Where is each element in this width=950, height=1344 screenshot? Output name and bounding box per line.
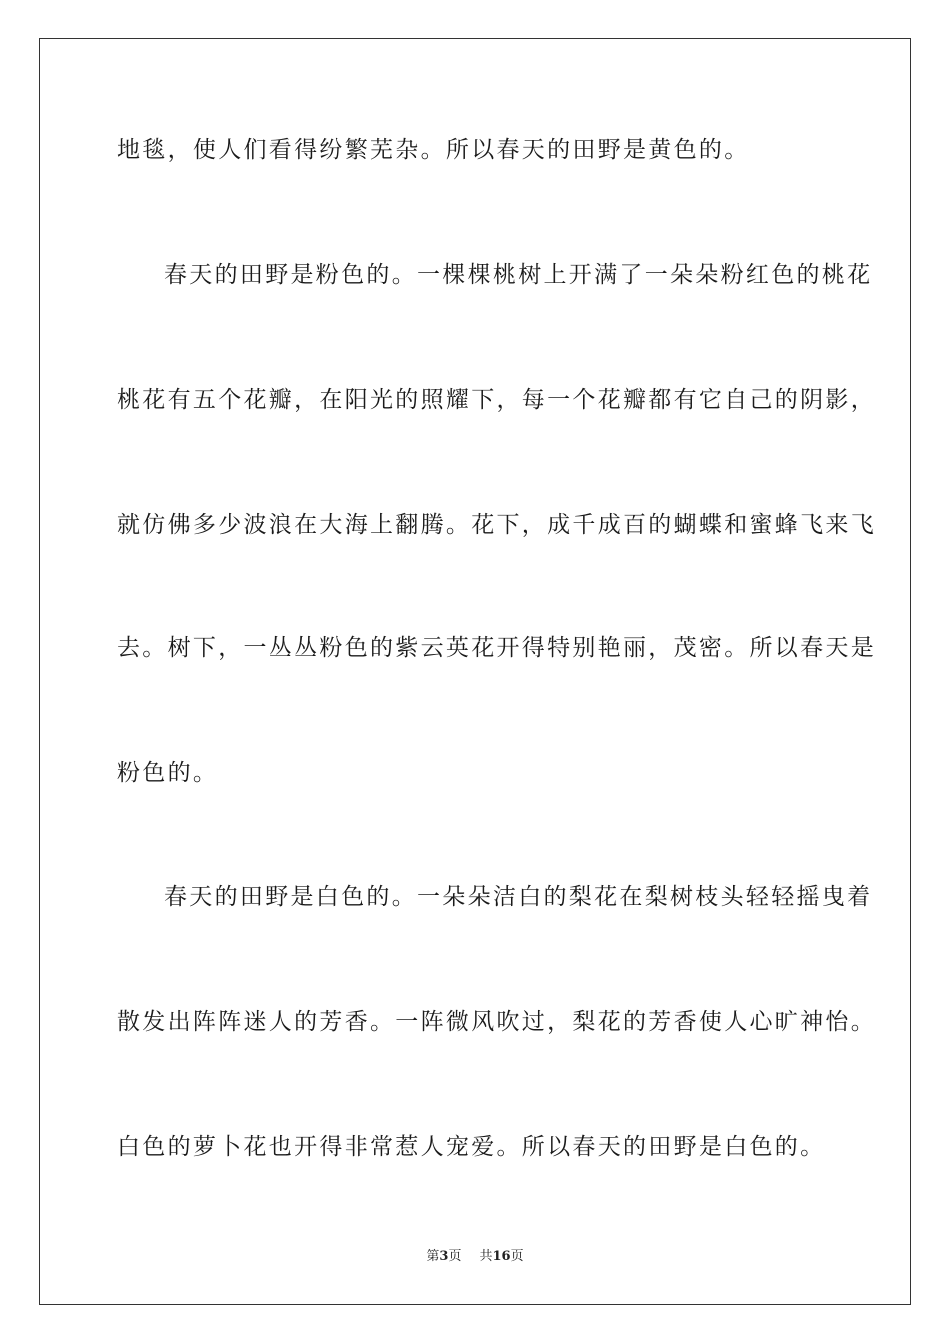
page-number: 3 <box>439 1249 449 1264</box>
page-prefix: 第 <box>426 1249 440 1264</box>
text-line-1: 地毯，使人们看得纷繁芜杂。所以春天的田野是黄色的。 <box>117 137 750 163</box>
page-suffix: 页 <box>448 1249 462 1264</box>
page-footer <box>0 1248 950 1266</box>
text-line-8: 散发出阵阵迷人的芳香。一阵微风吹过，梨花的芳香使人心旷神怡。 <box>117 1009 876 1035</box>
text-line-2: 春天的田野是粉色的。一棵棵桃树上开满了一朵朵粉红色的桃花 <box>164 262 873 288</box>
text-line-5: 去。树下，一丛丛粉色的紫云英花开得特别艳丽，茂密。所以春天是 <box>117 635 876 661</box>
text-line-3: 桃花有五个花瓣，在阳光的照耀下，每一个花瓣都有它自己的阴影， <box>117 387 876 413</box>
total-prefix: 共 <box>479 1249 493 1264</box>
total-suffix: 页 <box>510 1249 524 1264</box>
text-line-6: 粉色的。 <box>117 760 219 786</box>
text-line-7: 春天的田野是白色的。一朵朵洁白的梨花在梨树枝头轻轻摇曳着 <box>164 884 873 910</box>
total-pages: 16 <box>492 1249 511 1264</box>
text-line-9: 白色的萝卜花也开得非常惹人宠爱。所以春天的田野是白色的。 <box>117 1134 826 1160</box>
page-border <box>39 38 911 1305</box>
text-line-4: 就仿佛多少波浪在大海上翻腾。花下，成千成百的蝴蝶和蜜蜂飞来飞 <box>117 512 876 538</box>
